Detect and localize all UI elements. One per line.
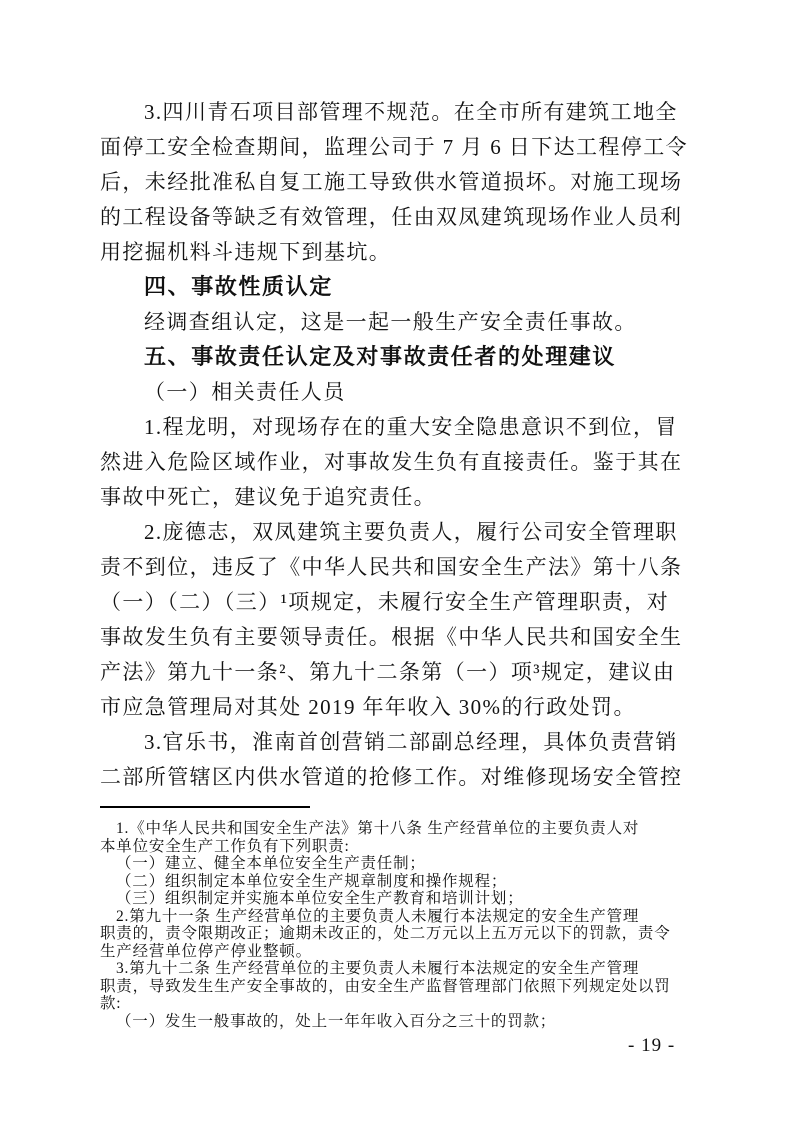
footnote-line: （三）组织制定并实施本单位安全生产教育和培训计划；	[116, 890, 524, 907]
footnote-line: （一）发生一般事故的，处上一年年收入百分之三十的罚款；	[116, 1012, 557, 1030]
footnote-separator	[100, 806, 310, 808]
body-paragraph-line: 二部所管辖区内供水管道的抢修工作。对维修现场安全管控	[100, 765, 683, 789]
body-paragraph-line: 3.四川青石项目部管理不规范。在全市所有建筑工地全	[144, 100, 678, 124]
footnote-line: 1.《中华人民共和国安全生产法》第十八条 生产经营单位的主要负责人对	[116, 820, 640, 837]
body-paragraph-line: 责不到位，违反了《中华人民共和国安全生产法》第十八条	[100, 555, 683, 579]
body-paragraph-line: 事故中死亡，建议免于追究责任。	[100, 485, 436, 509]
footnote-line: 款:	[100, 995, 122, 1012]
page-number: - 19 -	[628, 1035, 676, 1056]
body-paragraph-line: 3.官乐书，淮南首创营销二部副总经理，具体负责营销	[144, 730, 678, 754]
footnote-line: 本单位安全生产工作负有下列职责:	[100, 837, 350, 855]
footnote-line: 职责的，责令限期改正；逾期未改正的，处二万元以上五万元以下的罚款，责令	[100, 925, 671, 942]
footnote-line: 生产经营单位停产停业整顿。	[100, 942, 312, 960]
body-paragraph-line: 的工程设备等缺乏有效管理，任由双凤建筑现场作业人员利	[100, 205, 683, 229]
body-paragraph-line: 1.程龙明，对现场存在的重大安全隐患意识不到位，冒	[144, 415, 678, 439]
body-text	[100, 95, 696, 795]
section-heading-5: 五、事故责任认定及对事故责任者的处理建议	[144, 345, 617, 370]
body-paragraph-line: 产法》第九十一条²、第九十二条第（一）项³规定，建议由	[100, 660, 676, 684]
subsection-heading: （一）相关责任人员	[144, 380, 346, 404]
body-paragraph-line: 面停工安全检查期间，监理公司于 7 月 6 日下达工程停工令	[100, 135, 688, 159]
body-paragraph-line: 事故发生负有主要领导责任。根据《中华人民共和国安全生	[100, 625, 683, 649]
body-paragraph-line: 然进入危险区域作业，对事故发生负有直接责任。鉴于其在	[100, 450, 683, 474]
body-paragraph-line: （一）（二）（三）¹项规定，未履行安全生产管理职责，对	[100, 590, 670, 614]
body-paragraph-line: 用挖掘机料斗违规下到基坑。	[100, 240, 392, 264]
footnote-line: 3.第九十二条 生产经营单位的主要负责人未履行本法规定的安全生产管理	[116, 960, 640, 977]
footnote-line: 职责，导致发生生产安全事故的，由安全生产监督管理部门依照下列规定处以罚	[100, 977, 671, 995]
footnote-line: （一）建立、健全本单位安全生产责任制；	[116, 855, 426, 872]
body-paragraph-line: 经调查组认定，这是一起一般生产安全责任事故。	[144, 310, 637, 334]
body-paragraph-line: 市应急管理局对其处 2019 年年收入 30%的行政处罚。	[100, 695, 636, 719]
footnote-line: （二）组织制定本单位安全生产规章制度和操作规程；	[116, 872, 508, 890]
footnotes	[100, 820, 725, 1030]
section-heading-4: 四、事故性质认定	[144, 275, 333, 300]
footnote-line: 2.第九十一条 生产经营单位的主要负责人未履行本法规定的安全生产管理	[116, 907, 640, 925]
body-paragraph-line: 后，未经批准私自复工施工导致供水管道损坏。对施工现场	[100, 170, 683, 194]
body-paragraph-line: 2.庞德志，双凤建筑主要负责人，履行公司安全管理职	[144, 520, 678, 544]
